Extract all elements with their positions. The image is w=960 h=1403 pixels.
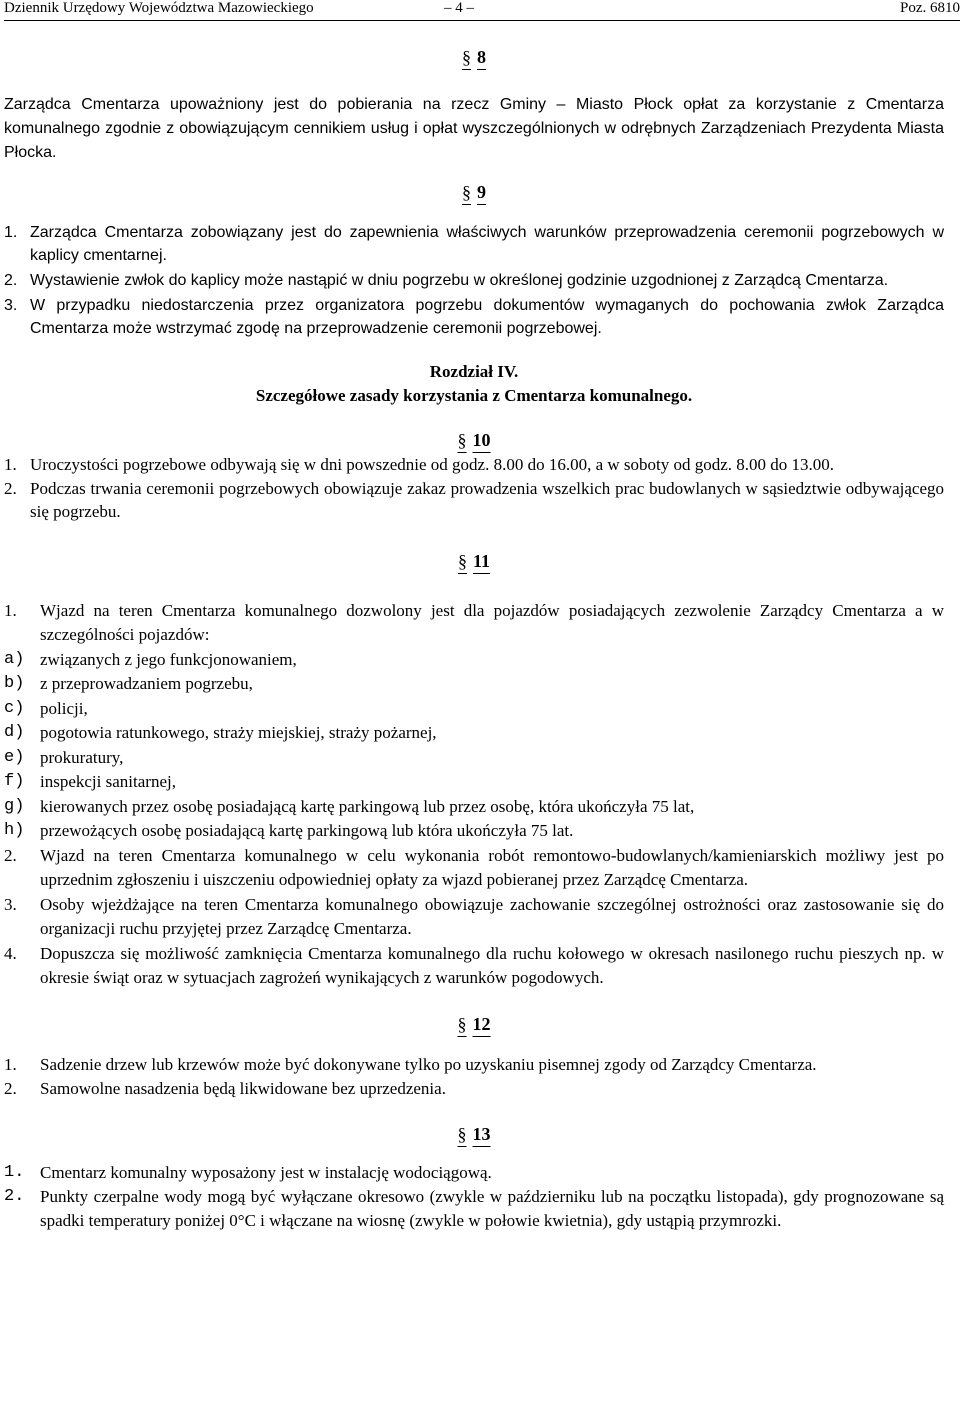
list-item: 2. Wjazd na teren Cmentarza komunalnego w celu wykonania robót remontowo-budowlanych/kamieniarskich możliwy jest po uprzednim zgłoszeniu i uiszczeniu odpowiedniej opłaty za wjazd pobieranej przez Zarządcę Cmentarza. <box>4 845 944 889</box>
sub-list-item: d) pogotowia ratunkowego, straży miejskiej, straży pożarnej, <box>4 723 437 742</box>
journal-title: Dziennik Urzędowy Województwa Mazowieckiego <box>4 0 314 16</box>
section-13-mark: § 13 <box>457 1123 491 1144</box>
page-number: – 4 – <box>444 0 474 16</box>
section-12-mark: § 12 <box>457 1013 491 1034</box>
list-item: 1. Uroczystości pogrzebowe odbywają się w dni powszednie od godz. 8.00 do 16.00, a w soboty od godz. 8.00 do 13.00. <box>4 455 835 474</box>
list-item: 2. Podczas trwania ceremonii pogrzebowych obowiązuje zakaz prowadzenia wszelkich prac budowlanych w sąsiedztwie odbywającego się pogrzebu. <box>4 478 944 521</box>
list-item: 2. Wystawienie zwłok do kaplicy może nastąpić w dniu pogrzebu w określonej godzinie uzgodnionej z Zarządcą Cmentarza. <box>4 272 889 289</box>
list-item: 2. Punkty czerpalne wody mogą być wyłączane okresowo (zwykle w październiku lub na początku listopada), gdy prognozowane są spadki temperatury poniżej 0°C i włączane na wiosnę (zwykle w połowie kwietnia), gdy ustąpią przymrozki. <box>4 1186 944 1230</box>
sub-list-item: a) związanych z jego funkcjonowaniem, <box>4 649 297 669</box>
list-item: 3. W przypadku niedostarczenia przez organizatora pogrzebu dokumentów wymaganych do pochowania zwłok Zarządca Cmentarza może wstrzymać zgodę na przeprowadzenie ceremonii pogrzebowej. <box>4 297 944 337</box>
sub-list-item: g) kierowanych przez osobę posiadającą kartę parkingową lub przez osobę, która ukończyła 75 lat, <box>4 796 695 816</box>
sub-list-item: e) prokuratury, <box>4 747 124 767</box>
list-item: 1. Cmentarz komunalny wyposażony jest w instalację wodociągową. <box>4 1162 492 1182</box>
section-12-list <box>4 1053 944 1101</box>
section-8-text: Zarządca Cmentarza upoważniony jest do pobierania na rzecz Gminy – Miasto Płock opłat za korzystanie z Cmentarza komunalnego zgodnie z obowiązującym cennikiem usług i opłat wyszczególnionych w odrębnych Zarządzeniach Prezydenta Miasta Płocka. <box>4 96 944 161</box>
page-header <box>4 0 960 24</box>
sub-list-item: h) przewożących osobę posiadającą kartę parkingową lub która ukończyła 75 lat. <box>4 821 574 840</box>
document-page <box>4 0 960 1233</box>
chapter-title: Szczegółowe zasady korzystania z Cmentarza komunalnego. <box>255 385 693 405</box>
list-item: 1. Sadzenie drzew lub krzewów może być dokonywane tylko po uzyskaniu pisemnej zgody od Zarządcy Cmentarza. <box>4 1054 817 1074</box>
position-number: Poz. 6810 <box>900 0 960 16</box>
chapter-number: Rozdział IV. <box>429 362 519 381</box>
vehicle-list <box>4 648 944 844</box>
sub-list-item: b) z przeprowadzaniem pogrzebu, <box>4 674 253 693</box>
section-10-mark: § 10 <box>457 430 491 450</box>
sub-list-item: f) inspekcji sanitarnej, <box>4 772 176 791</box>
section-9-list <box>4 221 944 340</box>
list-item: 3. Osoby wjeżdżające na teren Cmentarza komunalnego obowiązuje zachowanie szczególnej ostrożności oraz zastosowanie się do organizacji ruchu przyjętej przez Zarządcę Cmentarza. <box>4 894 944 938</box>
list-item: 1. Wjazd na teren Cmentarza komunalnego dozwolony jest dla pojazdów posiadających zezwolenie Zarządcy Cmentarza a w szczególności pojazdów: <box>4 600 944 644</box>
section-8-mark: § 8 <box>462 47 486 67</box>
list-item: 1. Zarządca Cmentarza zobowiązany jest do zapewnienia właściwych warunków przeprowadzenia ceremonii pogrzebowych w kaplicy cmentarnej. <box>4 224 944 264</box>
list-item: 2. Samowolne nasadzenia będą likwidowane bez uprzedzenia. <box>4 1078 446 1098</box>
section-13-list <box>4 1161 944 1233</box>
section-9-mark: § 9 <box>462 182 486 202</box>
section-10-list <box>4 453 944 524</box>
sub-list-item: c) policji, <box>4 698 88 718</box>
section-11-list <box>4 599 944 991</box>
header-divider <box>4 20 960 21</box>
list-item: 4. Dopuszcza się możliwość zamknięcia Cmentarza komunalnego dla ruchu kołowego w okresach nasilonego ruchu pieszych np. w okresie świąt oraz w sytuacjach zagrożeń wynikających z warunków pogodowych. <box>4 943 944 987</box>
section-11-mark: § 11 <box>457 550 490 571</box>
